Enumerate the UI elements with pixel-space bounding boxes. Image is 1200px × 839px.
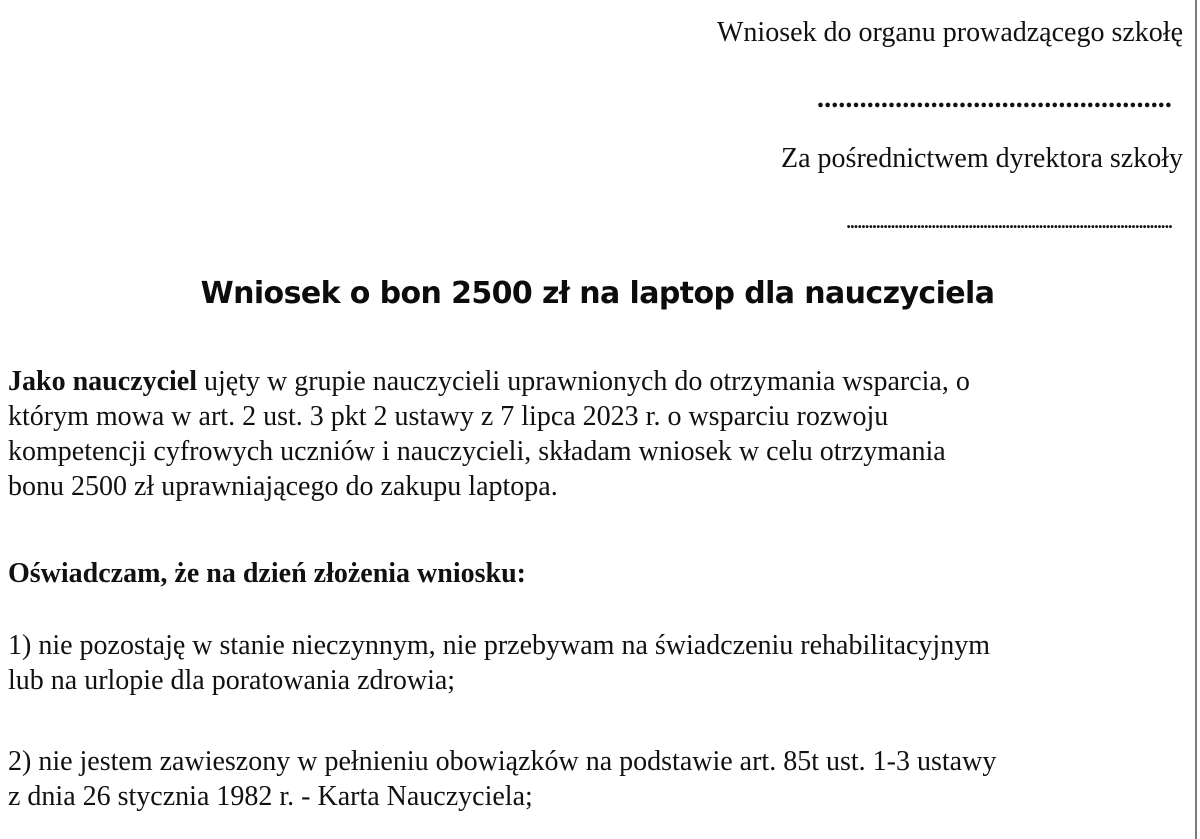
- declaration-item-2-line-1: 2) nie jestem zawieszony w pełnieniu obowiązków na podstawie art. 85t ust. 1-3 ustawy: [8, 746, 997, 777]
- intro-bold-lead: Jako nauczyciel: [8, 366, 197, 397]
- declaration-item-1-line-1: 1) nie pozostaję w stanie nieczynnym, nie przebywam na świadczeniu rehabilitacyjnym: [8, 630, 990, 661]
- declaration-item-2-line-2: z dnia 26 stycznia 1982 r. - Karta Nauczyciela;: [8, 781, 533, 812]
- director-blank-line: ........................................................................................: [846, 212, 1172, 232]
- page-edge-border: [1195, 0, 1197, 839]
- recipient-label: Wniosek do organu prowadzącego szkołę: [717, 17, 1183, 48]
- declaration-item-1-line-2: lub na urlopie dla poratowania zdrowia;: [8, 665, 456, 696]
- document-title: Wniosek o bon 2500 zł na laptop dla nauczyciela: [200, 276, 995, 311]
- declaration-heading: Oświadczam, że na dzień złożenia wniosku:: [8, 558, 526, 589]
- recipient-blank-line: ..................................................: [817, 84, 1172, 114]
- intro-line-2: którym mowa w art. 2 ust. 3 pkt 2 ustawy z 7 lipca 2023 r. o wsparciu rozwoju: [8, 401, 889, 432]
- intro-line-1-text: ujęty w grupie nauczycieli uprawnionych do otrzymania wsparcia, o: [197, 366, 970, 397]
- via-director-label: Za pośrednictwem dyrektora szkoły: [781, 143, 1183, 174]
- declaration-item-2: [8, 744, 1178, 814]
- intro-line-3: kompetencji cyfrowych uczniów i nauczycieli, składam wniosek w celu otrzymania: [8, 436, 946, 467]
- intro-line-4: bonu 2500 zł uprawniającego do zakupu laptopa.: [8, 471, 558, 502]
- declaration-item-1: [8, 628, 1178, 698]
- intro-paragraph: [8, 364, 1178, 504]
- intro-line-1: [8, 364, 1178, 399]
